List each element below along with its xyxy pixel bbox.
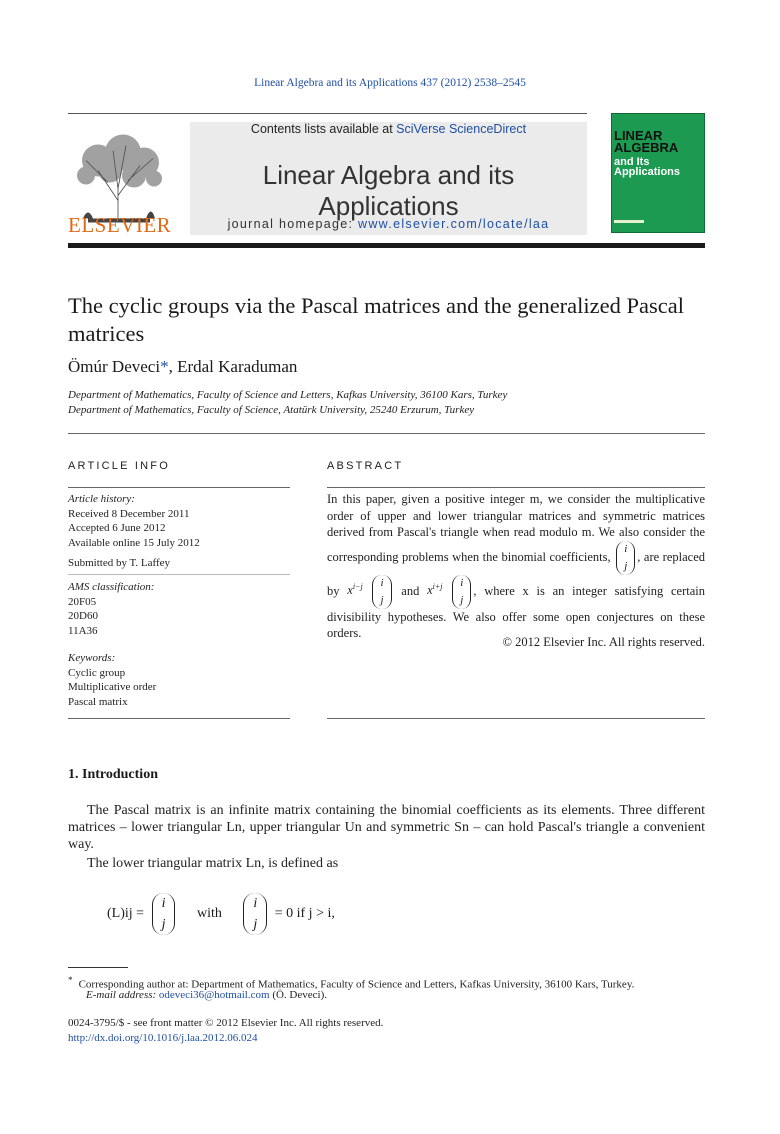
author-1: Ömúr Deveci: [68, 357, 161, 376]
issn-line: 0024-3795/$ - see front matter © 2012 Elsevier Inc. All rights reserved.: [68, 1017, 384, 1029]
journal-reference-link[interactable]: Linear Algebra and its Applications 437 (2012) 2538–2545: [254, 77, 526, 89]
ams-classification: AMS classification: 20F05 20D60 11A36: [68, 581, 155, 637]
intro-paragraph-2: The lower triangular matrix Ln, is defined as: [87, 856, 339, 871]
submitted-by: Submitted by T. Laffey: [68, 557, 171, 569]
abstract-text: In this paper, given a positive integer m, we consider the multiplicative order of upper and lower triangular matrices and symmetric matrices derived from Pascal's triangle when read modulo m. We also consider the corresponding problems when the binomial coefficients, i j, are replaced by $x^{i-j}$ i j and $x^{i+j}$ i j, where x is an integer satisfying certain divisibility hypotheses. We also offer some open conjectures on these orders.: [327, 492, 706, 640]
author-2: Erdal Karaduman: [177, 357, 298, 376]
info-separator-1: [68, 574, 290, 575]
intro-paragraph-1: The Pascal matrix is an infinite matrix containing the binomial coefficients as its elements. Three different matrices – lower triangular Ln, upper triangular Un and symmetric Sn – can hold Pascal's triangle a convenient way.: [68, 803, 705, 852]
email-link[interactable]: odeveci36@hotmail.com: [158, 989, 270, 1001]
article-info-rule: [68, 487, 290, 488]
header-thick-rule: [68, 243, 705, 248]
email-footnote: E-mail address: odeveci36@hotmail.com (Ö. Deveci).: [86, 989, 327, 1001]
binomial-symbol: i j: [452, 575, 471, 609]
article-info-bottom-rule: [68, 718, 290, 719]
header-top-rule: [68, 113, 587, 114]
cover-subtitle: and Its Applications: [614, 156, 681, 178]
homepage-link[interactable]: www.elsevier.com/locate/laa: [358, 217, 550, 231]
affiliation-1: Department of Mathematics, Faculty of Science and Letters, Kafkas University, 36100 Kars, Turkey: [68, 389, 508, 401]
contents-line: Contents lists available at SciVerse ScienceDirect: [250, 122, 527, 136]
binomial-symbol: i j: [152, 893, 176, 935]
doi-link[interactable]: http://dx.doi.org/10.1016/j.laa.2012.06.024: [68, 1032, 258, 1044]
abstract-rule: [327, 487, 705, 488]
binomial-symbol: i j: [243, 893, 267, 935]
journal-homepage: journal homepage: www.elsevier.com/locate/laa: [227, 217, 550, 231]
corresponding-author-footnote: * Corresponding author at: Department of Mathematics, Faculty of Science and Letters, Kafkas University, 36100 Kars, Turkey.: [68, 975, 635, 991]
article-title: The cyclic groups via the Pascal matrices and the generalized Pascal matrices: [68, 293, 684, 346]
section-heading-introduction: 1. Introduction: [68, 767, 158, 782]
affiliation-2: Department of Mathematics, Faculty of Science, Atatürk University, 25240 Erzurum, Turkey: [68, 404, 475, 416]
sciencedirect-link[interactable]: SciVerse ScienceDirect: [396, 122, 527, 136]
affiliation-rule: [68, 433, 705, 434]
article-info-heading: ARTICLE INFO: [68, 460, 170, 472]
abstract-heading: ABSTRACT: [327, 460, 404, 472]
equation-lower-triangular: (L)ij = i j with i j = 0 if j > i,: [107, 893, 335, 935]
journal-name: Linear Algebra and its Applications: [262, 160, 515, 221]
elsevier-wordmark: ELSEVIER: [68, 213, 172, 237]
footnote-rule: [68, 967, 128, 968]
cover-title: LINEAR ALGEBRA: [614, 128, 679, 155]
article-history: Article history: Received 8 December 2011 Accepted 6 June 2012 Available online 15 July 2012: [68, 493, 200, 549]
keywords: Keywords: Cyclic group Multiplicative order Pascal matrix: [68, 652, 157, 708]
binomial-symbol: i j: [616, 541, 635, 575]
author-list: Ömúr Deveci*, Erdal Karaduman: [68, 357, 298, 376]
binomial-symbol: i j: [372, 575, 391, 609]
copyright-notice: © 2012 Elsevier Inc. All rights reserved.: [502, 635, 705, 649]
cover-footer-mark: [614, 220, 644, 223]
corresponding-author-mark[interactable]: *: [160, 357, 169, 376]
abstract-bottom-rule: [327, 718, 705, 719]
